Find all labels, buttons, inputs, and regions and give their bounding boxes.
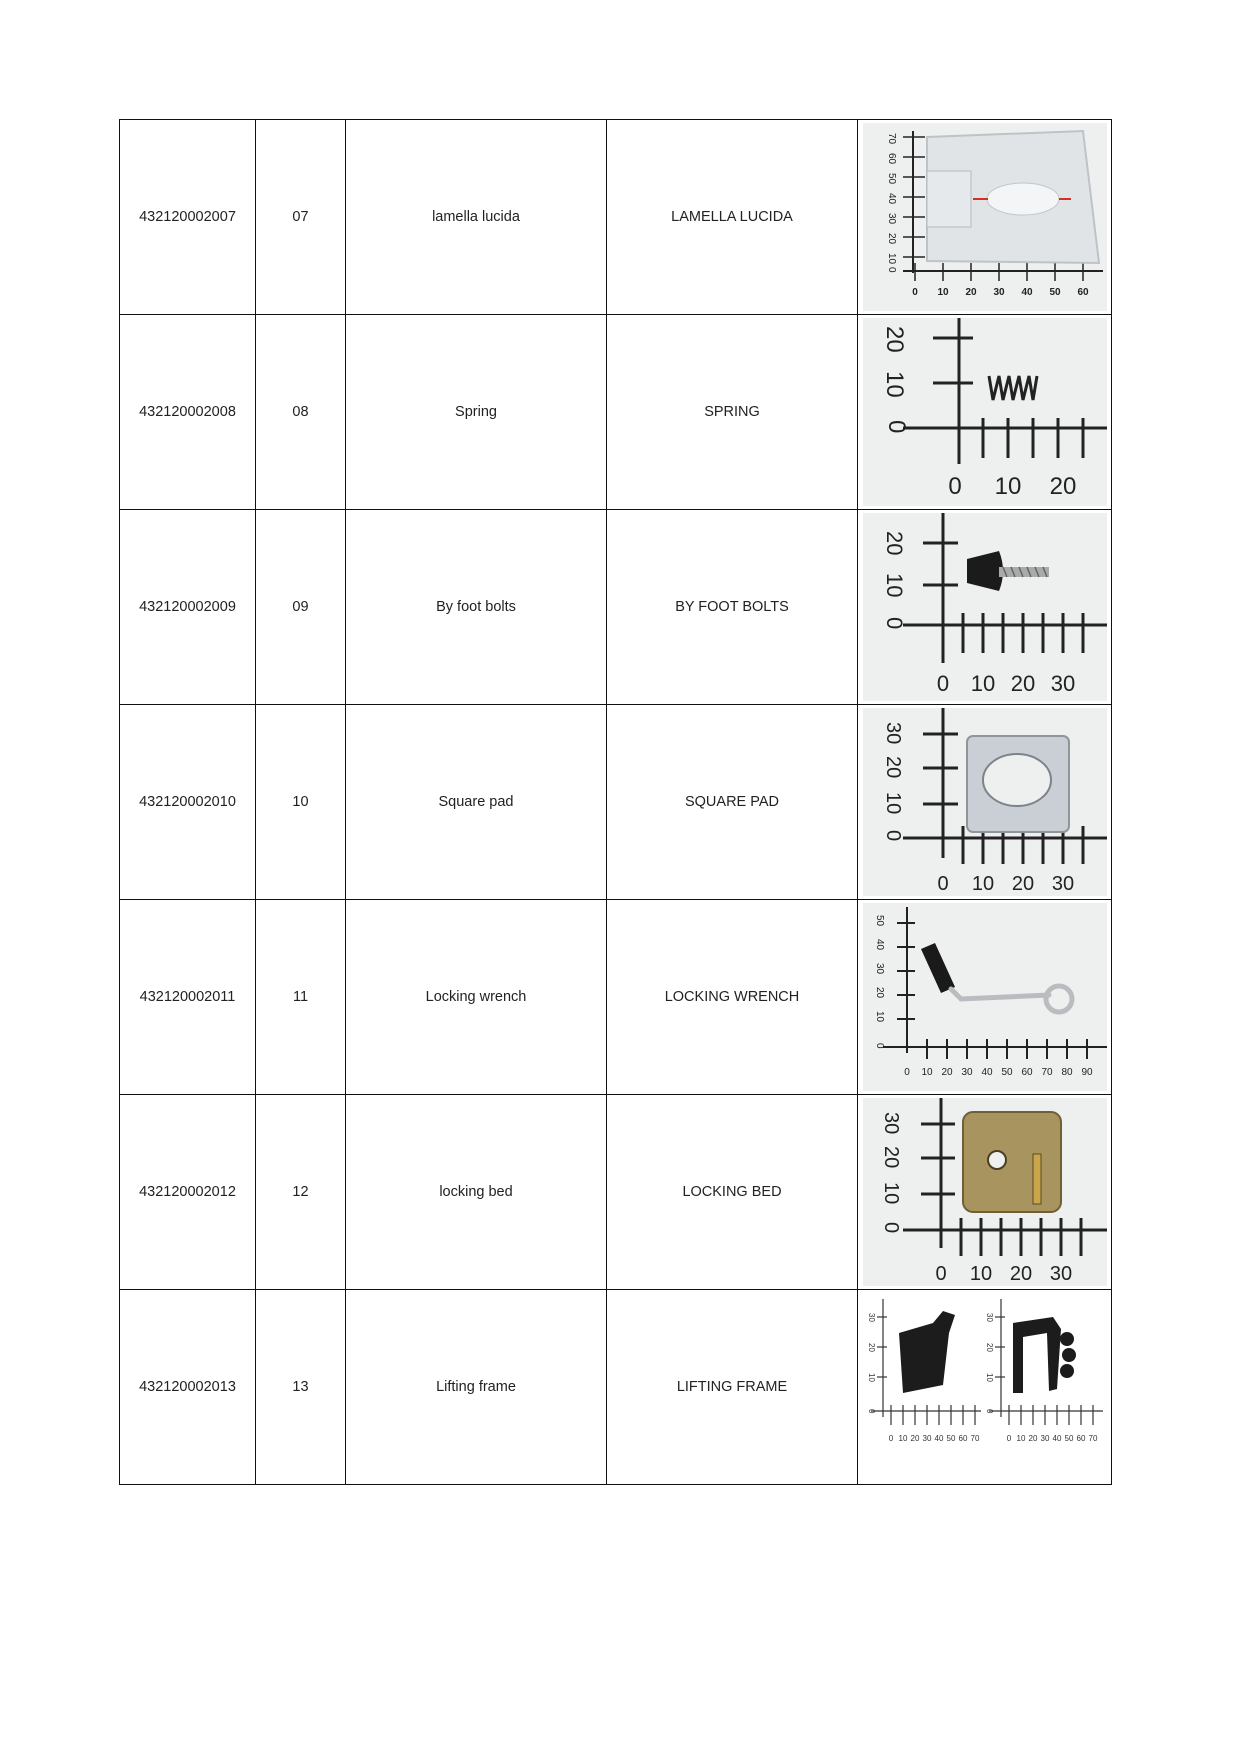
svg-text:10: 10 [969, 1263, 992, 1285]
brass-plate-shape [963, 1112, 1061, 1212]
part-code: 432120002008 [120, 315, 256, 510]
part-code: 432120002009 [120, 510, 256, 705]
svg-text:30: 30 [1040, 1434, 1049, 1443]
svg-text:20: 20 [866, 1343, 876, 1352]
svg-text:10: 10 [1016, 1434, 1025, 1443]
svg-text:10: 10 [881, 792, 904, 815]
foot-bolt-icon [863, 513, 1107, 701]
square-washer-shape [967, 736, 1069, 832]
svg-text:80: 80 [1060, 1067, 1073, 1078]
svg-text:20: 20 [873, 987, 885, 999]
svg-text:10: 10 [936, 287, 949, 298]
svg-text:50: 50 [1000, 1067, 1013, 1078]
svg-text:30: 30 [881, 722, 904, 745]
part-number: 09 [256, 510, 346, 705]
svg-text:0: 0 [882, 420, 910, 434]
svg-text:0: 0 [873, 1043, 885, 1049]
svg-text:60: 60 [1076, 287, 1089, 298]
svg-text:20: 20 [1028, 1434, 1037, 1443]
svg-text:10: 10 [971, 873, 994, 895]
brass-plate-photo [863, 1098, 1107, 1286]
svg-text:10: 10 [866, 1373, 876, 1382]
svg-text:30: 30 [960, 1067, 973, 1078]
part-description-upper: LIFTING FRAME [607, 1290, 858, 1485]
part-description: Locking wrench [346, 900, 607, 1095]
svg-text:40: 40 [980, 1067, 993, 1078]
part-code: 432120002013 [120, 1290, 256, 1485]
part-description-upper: BY FOOT BOLTS [607, 510, 858, 705]
table-row [120, 120, 1112, 315]
svg-text:10: 10 [970, 671, 995, 696]
svg-text:0: 0 [866, 1409, 876, 1414]
svg-text:60: 60 [1020, 1067, 1033, 1078]
part-description: lamella lucida [346, 120, 607, 315]
parts-table [119, 119, 1112, 1485]
svg-text:40: 40 [934, 1434, 943, 1443]
brass-plate-icon [863, 1098, 1107, 1286]
svg-text:30: 30 [885, 213, 897, 225]
part-description: Spring [346, 315, 607, 510]
part-description: locking bed [346, 1095, 607, 1290]
svg-text:20: 20 [910, 1434, 919, 1443]
part-code: 432120002011 [120, 900, 256, 1095]
svg-text:10: 10 [879, 1182, 902, 1205]
table-row [120, 1095, 1112, 1290]
svg-text:10: 10 [881, 573, 907, 598]
svg-text:0: 0 [903, 1067, 910, 1078]
svg-text:30: 30 [1049, 1263, 1072, 1285]
svg-text:60: 60 [1076, 1434, 1085, 1443]
part-description-upper: LOCKING BED [607, 1095, 858, 1290]
svg-text:50: 50 [946, 1434, 955, 1443]
svg-text:20: 20 [1049, 473, 1076, 500]
svg-text:30: 30 [879, 1112, 902, 1135]
svg-text:20: 20 [940, 1067, 953, 1078]
svg-text:0: 0 [911, 287, 918, 298]
lifting-frame-icon [863, 1293, 1107, 1481]
svg-text:20: 20 [880, 326, 908, 353]
svg-text:20: 20 [881, 756, 904, 779]
svg-text:0: 0 [947, 473, 962, 500]
part-number: 13 [256, 1290, 346, 1485]
svg-text:20: 20 [984, 1343, 994, 1352]
svg-text:30: 30 [873, 963, 885, 975]
svg-text:0: 0 [934, 1263, 947, 1285]
svg-text:0: 0 [881, 617, 907, 630]
svg-text:90: 90 [1080, 1067, 1093, 1078]
part-number: 07 [256, 120, 346, 315]
svg-text:20: 20 [1009, 1263, 1032, 1285]
part-description: By foot bolts [346, 510, 607, 705]
svg-text:30: 30 [984, 1313, 994, 1322]
svg-text:60: 60 [958, 1434, 967, 1443]
part-code: 432120002012 [120, 1095, 256, 1290]
part-code: 432120002010 [120, 705, 256, 900]
svg-text:0: 0 [1006, 1434, 1011, 1443]
part-description-upper: SQUARE PAD [607, 705, 858, 900]
x-ruler [903, 263, 1103, 298]
square-washer-photo [863, 708, 1107, 896]
svg-text:30: 30 [992, 287, 1005, 298]
square-washer-icon [863, 708, 1107, 896]
svg-text:50: 50 [885, 173, 897, 185]
svg-text:10: 10 [994, 473, 1021, 500]
svg-text:50: 50 [1048, 287, 1061, 298]
table-row [120, 705, 1112, 900]
locking-wrench-icon [863, 903, 1107, 1091]
svg-text:10: 10 [984, 1373, 994, 1382]
svg-text:30: 30 [1051, 873, 1074, 895]
svg-text:70: 70 [970, 1434, 979, 1443]
svg-text:70: 70 [1088, 1434, 1097, 1443]
svg-text:20: 20 [1011, 873, 1034, 895]
clear-plastic-slat-icon [863, 123, 1107, 311]
svg-text:20: 20 [1010, 671, 1035, 696]
part-number: 11 [256, 900, 346, 1095]
table-row [120, 1290, 1112, 1485]
svg-text:10: 10 [885, 253, 897, 265]
spring-icon [863, 318, 1107, 506]
svg-text:0: 0 [885, 267, 897, 273]
svg-text:10: 10 [920, 1067, 933, 1078]
svg-text:0: 0 [936, 671, 949, 696]
clear-plastic-slat-shape [927, 131, 1099, 263]
svg-text:30: 30 [1050, 671, 1075, 696]
svg-text:50: 50 [873, 915, 885, 927]
spring-photo [863, 318, 1107, 506]
svg-text:20: 20 [885, 233, 897, 245]
table-row [120, 900, 1112, 1095]
part-description: Lifting frame [346, 1290, 607, 1485]
svg-text:10: 10 [873, 1011, 885, 1023]
table-row [120, 510, 1112, 705]
svg-text:40: 40 [885, 193, 897, 205]
svg-text:20: 20 [879, 1146, 902, 1169]
lifting-frame-photo [863, 1293, 1107, 1481]
y-ruler [886, 131, 925, 273]
table-row [120, 315, 1112, 510]
locking-wrench-photo [863, 903, 1107, 1091]
part-code: 432120002007 [120, 120, 256, 315]
clear-plastic-slat-photo [863, 123, 1107, 311]
svg-text:10: 10 [898, 1434, 907, 1443]
svg-text:60: 60 [885, 153, 897, 165]
svg-text:70: 70 [885, 133, 897, 145]
svg-text:70: 70 [1040, 1067, 1053, 1078]
spring-shape [989, 376, 1037, 400]
svg-text:50: 50 [1064, 1434, 1073, 1443]
svg-text:0: 0 [936, 873, 949, 895]
svg-text:0: 0 [984, 1409, 994, 1414]
part-description: Square pad [346, 705, 607, 900]
svg-text:10: 10 [880, 371, 908, 398]
part-description-upper: LAMELLA LUCIDA [607, 120, 858, 315]
svg-text:20: 20 [881, 531, 907, 556]
svg-text:0: 0 [881, 830, 904, 842]
svg-text:40: 40 [1020, 287, 1033, 298]
svg-text:40: 40 [1052, 1434, 1061, 1443]
part-description-upper: LOCKING WRENCH [607, 900, 858, 1095]
foot-bolt-photo [863, 513, 1107, 701]
svg-text:20: 20 [964, 287, 977, 298]
locking-wrench-shape [921, 943, 1072, 1012]
svg-text:0: 0 [879, 1222, 902, 1234]
svg-text:0: 0 [888, 1434, 893, 1443]
svg-text:30: 30 [866, 1313, 876, 1322]
part-number: 10 [256, 705, 346, 900]
part-description-upper: SPRING [607, 315, 858, 510]
part-number: 08 [256, 315, 346, 510]
foot-bolt-shape [967, 551, 1049, 591]
svg-text:30: 30 [922, 1434, 931, 1443]
part-number: 12 [256, 1095, 346, 1290]
svg-text:40: 40 [873, 939, 885, 951]
